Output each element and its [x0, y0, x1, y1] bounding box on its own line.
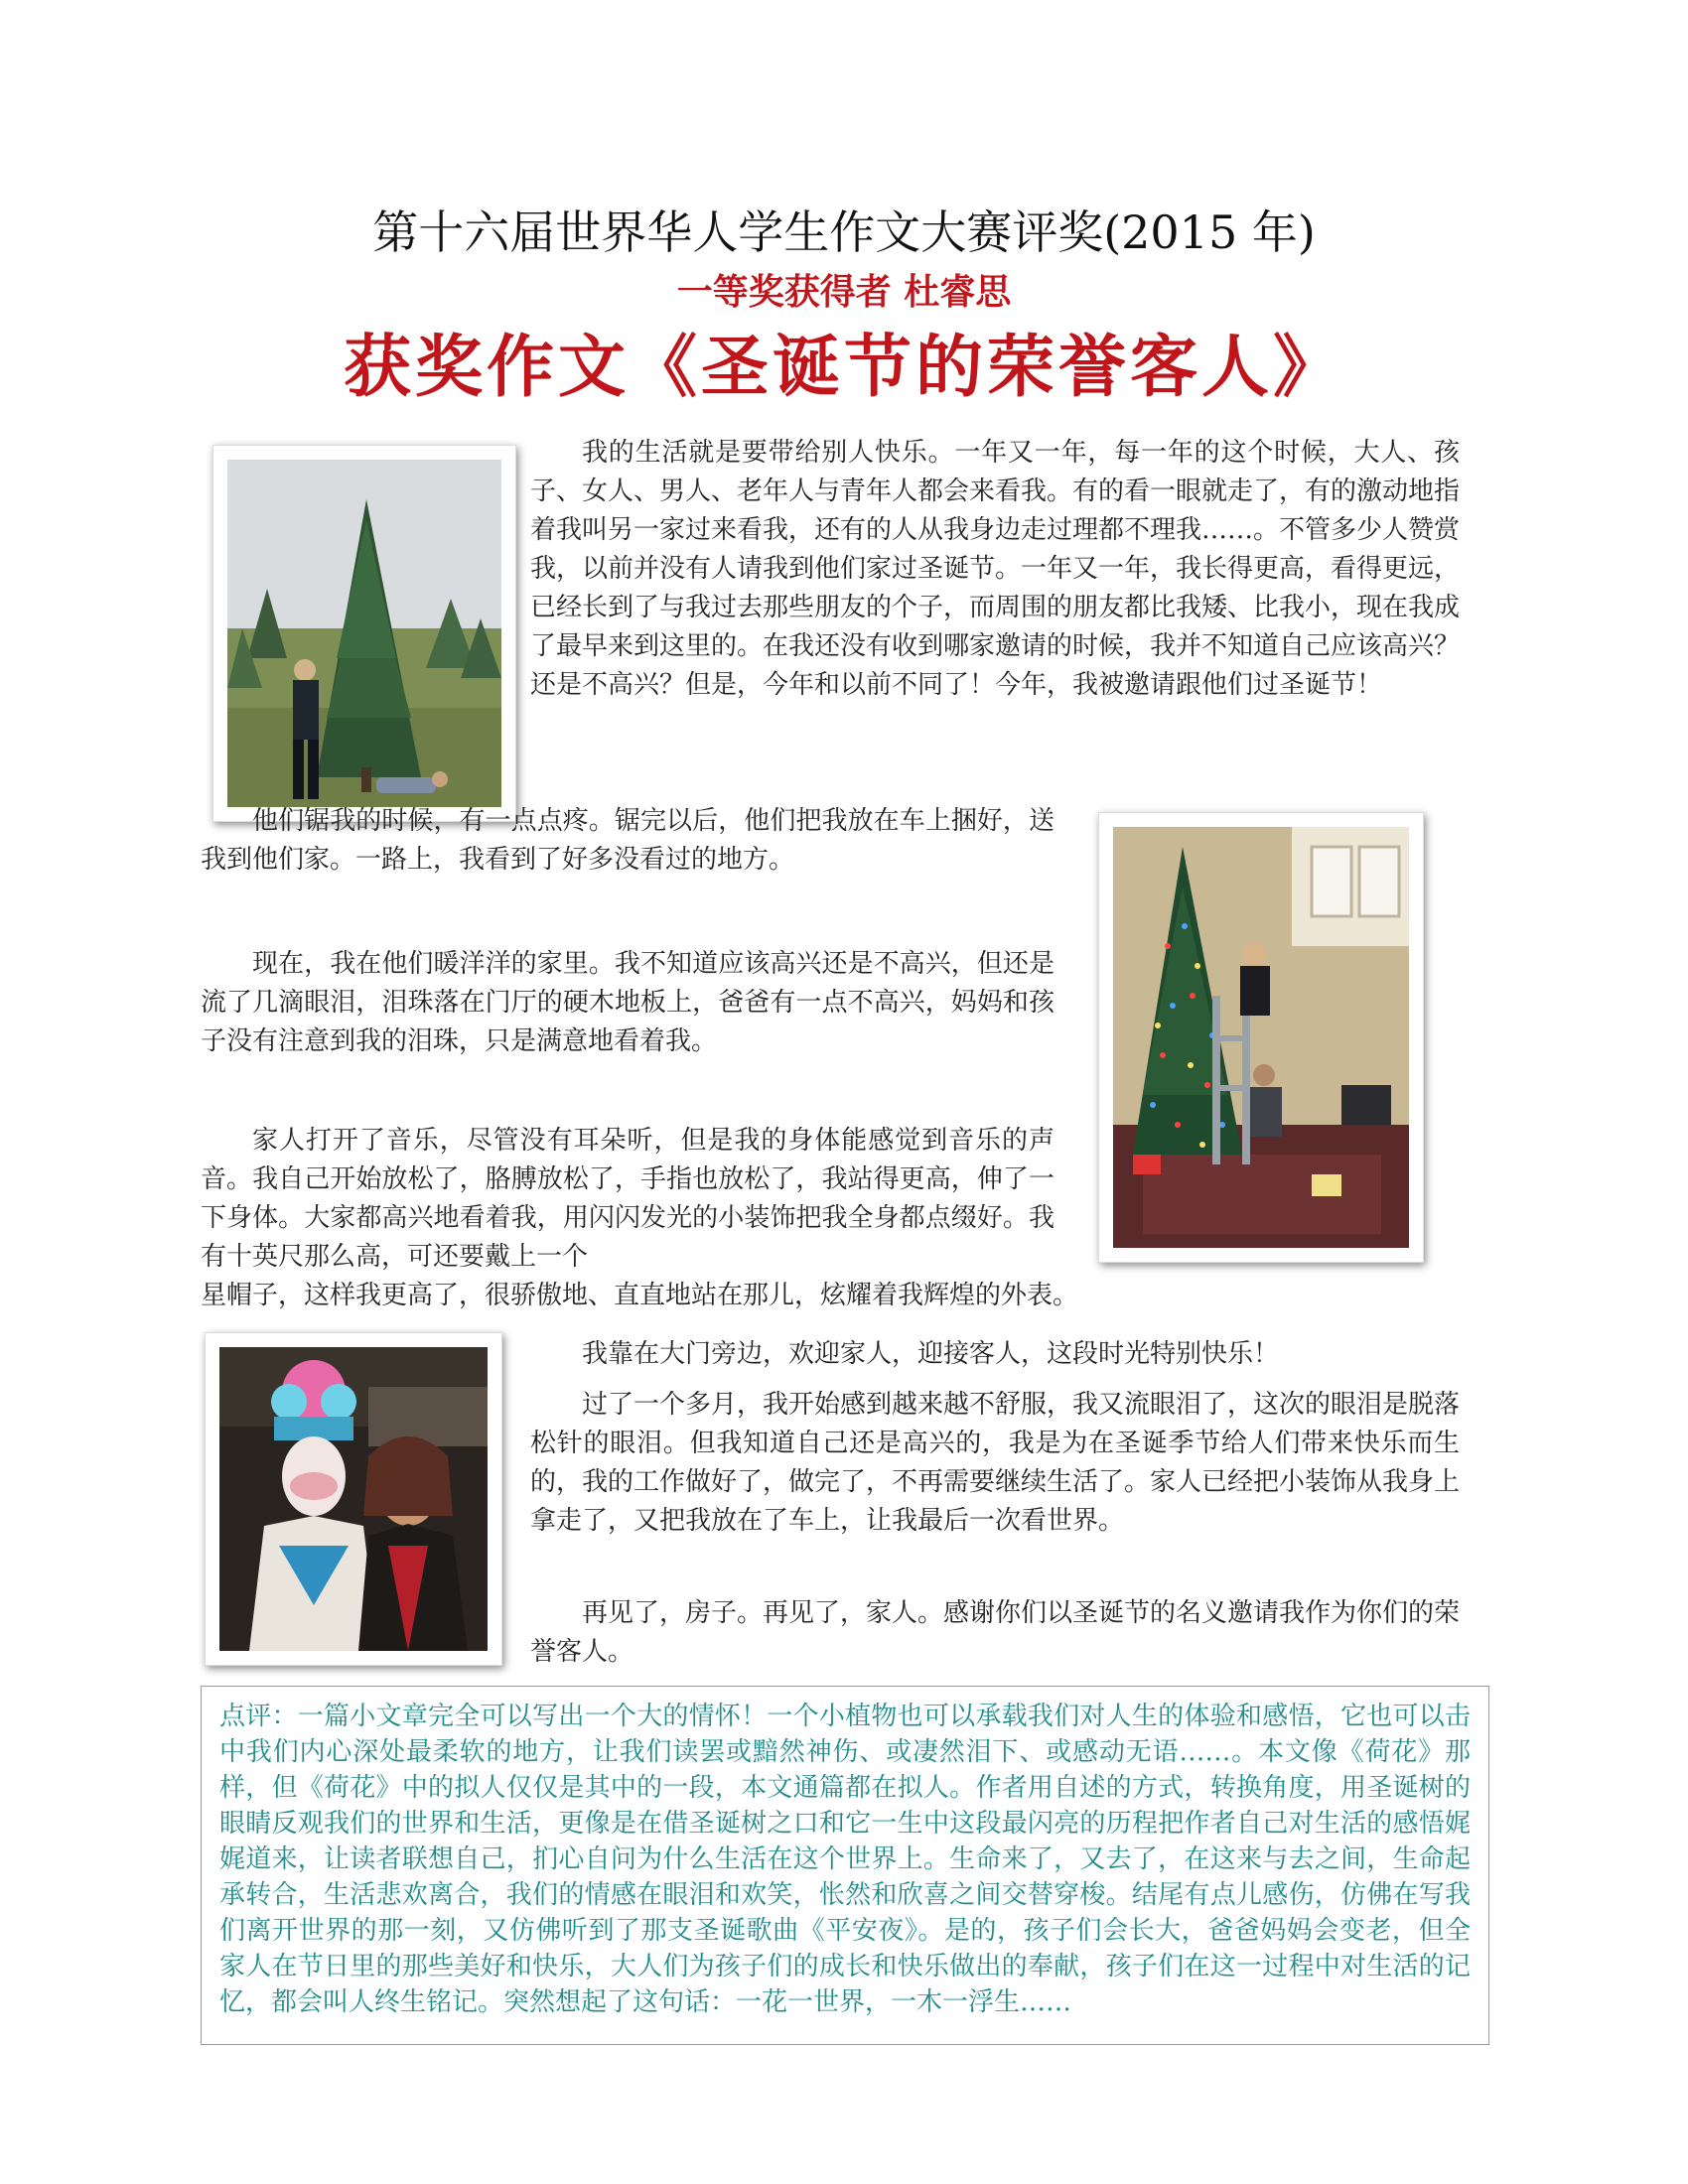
page-title: 第十六届世界华人学生作文大赛评奖(2015 年)	[372, 205, 1316, 259]
photo-decorated-tree	[1098, 812, 1424, 1263]
tree-farm-image	[227, 460, 501, 807]
photo-tree-farm	[212, 445, 516, 822]
opera-costume-image	[219, 1347, 488, 1651]
decorated-tree-image	[1113, 827, 1409, 1248]
paragraph-7: 再见了，房子。再见了，家人。感谢你们以圣诞节的名义邀请我作为你们的荣誉客人。	[530, 1598, 1461, 1667]
paragraph-4: 家人打开了音乐，尽管没有耳朵听，但是我的身体能感觉到音乐的声音。我自己开始放松了，胳膊放松了，手指也放松了，我站得更高，伸了一下身体。大家都高兴地看着我，用闪闪发光的小装饰把我全身都点缀好。我有十英尺那么高，可还要戴上一个	[201, 1126, 1055, 1272]
award-winner-line: 一等奖获得者 杜睿思	[676, 272, 1012, 313]
paragraph-3: 现在，我在他们暖洋洋的家里。我不知道应该高兴还是不高兴，但还是流了几滴眼泪，泪珠落在门厅的硬木地板上，爸爸有一点不高兴，妈妈和孩子没有注意到我的泪珠，只是满意地看着我。	[201, 949, 1055, 1056]
paragraph-6: 过了一个多月，我开始感到越来越不舒服，我又流眼泪了，这次的眼泪是脱落松针的眼泪。但我知道自己还是高兴的，我是为在圣诞季节给人们带来快乐而生的，我的工作做好了，做完了，不再需要继续生活了。家人已经把小装饰从我身上拿走了，又把我放在了车上，让我最后一次看世界。	[530, 1390, 1461, 1536]
paragraph-4-continued: 星帽子，这样我更高了，很骄傲地、直直地站在那儿，炫耀着我辉煌的外表。	[201, 1281, 1079, 1310]
paragraph-1: 我的生活就是要带给别人快乐。一年又一年，每一年的这个时候，大人、孩子、女人、男人、老年人与青年人都会来看我。有的看一眼就走了，有的激动地指着我叫另一家过来看我，还有的人从我身边走过理都不理我……。不管多少人赞赏我，以前并没有人请我到他们家过圣诞节。一年又一年，我长得更高，看得更远，已经长到了与我过去那些朋友的个子，而周围的朋友都比我矮、比我小，现在我成了最早来到这里的。在我还没有收到哪家邀请的时候，我并不知道自己应该高兴？还是不高兴？但是，今年和以前不同了！今年，我被邀请跟他们过圣诞节！	[530, 438, 1461, 700]
essay-title: 获奖作文《圣诞节的荣誉客人》	[343, 328, 1344, 407]
photo-opera-costume	[205, 1332, 502, 1666]
review-comment-box	[201, 1686, 1489, 2045]
paragraph-2: 他们锯我的时候，有一点点疼。锯完以后，他们把我放在车上捆好，送我到他们家。一路上，我看到了好多没看过的地方。	[201, 806, 1055, 875]
review-comment-text: 点评：一篇小文章完全可以写出一个大的情怀！一个小植物也可以承载我们对人生的体验和感悟，它也可以击中我们内心深处最柔软的地方，让我们读罢或黯然神伤、或凄然泪下、或感动无语……。本文像《荷花》那样，但《荷花》中的拟人仅仅是其中的一段，本文通篇都在拟人。作者用自述的方式，转换角度，用圣诞树的眼睛反观我们的世界和生活，更像是在借圣诞树之口和它一生中这段最闪亮的历程把作者自己对生活的感悟娓娓道来，让读者联想自己，扪心自问为什么生活在这个世界上。生命来了，又去了，在这来与去之间，生命起承转合，生活悲欢离合，我们的情感在眼泪和欢笑，怅然和欣喜之间交替穿梭。结尾有点儿感伤，仿佛在写我们离开世界的那一刻，又仿佛听到了那支圣诞歌曲《平安夜》。是的，孩子们会长大，爸爸妈妈会变老，但全家人在节日里的那些美好和快乐，大人们为孩子们的成长和快乐做出的奉献，孩子们在这一过程中对生活的记忆，都会叫人终生铭记。突然想起了这句话：一花一世界，一木一浮生……	[219, 1702, 1471, 2017]
paragraph-5: 我靠在大门旁边，欢迎家人，迎接客人，这段时光特别快乐！	[582, 1339, 1280, 1369]
